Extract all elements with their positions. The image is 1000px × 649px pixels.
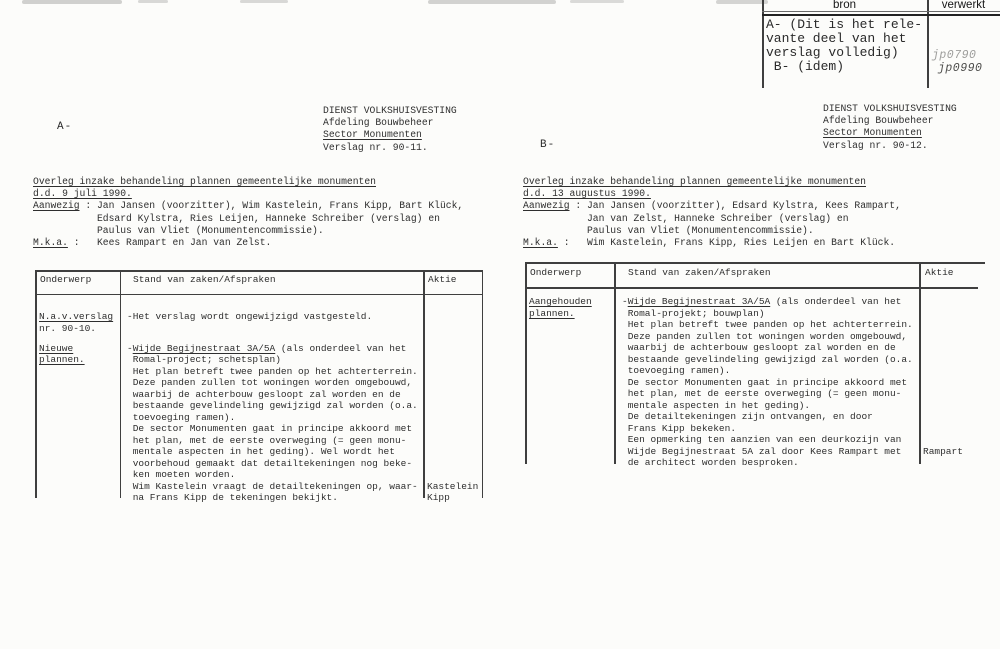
- table-a-header-aktie: Aktie: [428, 274, 457, 285]
- table-b-row1-onderwerp: Aangehouden plannen.: [529, 296, 592, 319]
- page-a-letterhead: DIENST VOLKSHUISVESTING Afdeling Bouwbeheer Sector Monumenten Verslag nr. 90-11.: [323, 105, 457, 153]
- stamp-processed-entry-2: jp0990: [938, 62, 983, 75]
- page-b-title-and-attendees: Overleg inzake behandeling plannen gemeentelijke monumenten d.d. 13 augustus 1990. Aanwezig : Jan Jansen (voorzitter), Edsard Kylstra, Kees Rampart, Jan van Zelst, Hanneke Schreiber (verslag) en Paulus van Vliet (Monumentencommissie). M.k.a. : Wim Kastelein, Frans Kipp, Ries Leijen en Bart Klück.: [523, 176, 901, 248]
- stamp-processed-entry-1: jp0790: [932, 49, 977, 62]
- table-a-header-onderwerp: Onderwerp: [40, 274, 92, 285]
- table-a-header-rule: [35, 294, 483, 296]
- table-b-row1-stand: -Wijde Begijnestraat 3A/5A (als onderdeel van het Romal-projekt; bouwplan) Het plan betreft twee panden op het achterterrein. Deze panden zullen tot woningen worden omgebouwd, waarbij de achterbouw gesloopt zal worden en de bestaande gevelindeling gewijzigd zal worden (o.a. toevoeging ramen). De sector Monumenten gaat in principe akkoord met het plan, met de eerste overweging (= geen monu- mentale aspecten in het geding). De detailtekeningen zijn ontvangen, en door Frans Kipp bekeken. Een opmerking ten aanzien van een deurkozijn van Wijde Begijnestraat 5A zal door Kees Rampart met de architect worden besproken.: [622, 296, 913, 468]
- table-b-border-left: [525, 262, 527, 464]
- table-a-header-stand: Stand van zaken/Afspraken: [133, 274, 276, 285]
- page-b-label: B-: [540, 139, 556, 151]
- scan-smudge: [428, 0, 556, 4]
- scan-smudge: [570, 0, 624, 3]
- verwerkt-column-header: verwerkt: [941, 0, 986, 11]
- table-b-header-rule: [525, 287, 978, 289]
- table-a-row1-onderwerp: N.a.v.verslag nr. 90-10.: [39, 311, 114, 334]
- table-b-header-stand: Stand van zaken/Afspraken: [628, 267, 771, 278]
- page-a-label: A-: [57, 121, 73, 133]
- table-b-top-border: [525, 262, 985, 264]
- page-a-title-and-attendees: Overleg inzake behandeling plannen gemeentelijke monumenten d.d. 9 juli 1990. Aanwezig : Jan Jansen (voorzitter), Wim Kastelein, Frans Kipp, Bart Klück, Edsard Kylstra, Ries Leijen, Hanneke Schreiber (verslag) en Paulus van Vliet (Monumentencommissie). M.k.a. : Kees Rampart en Jan van Zelst.: [33, 176, 464, 248]
- bron-column-header: bron: [832, 0, 857, 11]
- scan-smudge: [240, 0, 288, 3]
- table-b-header-aktie: Aktie: [925, 267, 954, 278]
- stamp-header-rule-thin: [762, 11, 1000, 12]
- table-b-divider-2: [919, 262, 921, 464]
- scan-smudge: [138, 0, 168, 3]
- table-a-divider-2: [423, 270, 425, 498]
- table-a-row2-onderwerp: Nieuwe plannen.: [39, 342, 85, 365]
- table-b-header-onderwerp: Onderwerp: [530, 267, 582, 278]
- stamp-source-note: A- (Dit is het rele- vante deel van het verslag volledig) B- (idem): [766, 17, 923, 74]
- scan-smudge: [716, 0, 768, 4]
- stamp-header-rule: [762, 14, 1000, 17]
- table-a-row2-aktie: Kastelein Kipp: [427, 480, 479, 503]
- table-a-border-right: [482, 270, 484, 498]
- table-a-top-border: [35, 270, 483, 272]
- table-a-divider-1: [120, 270, 122, 498]
- scan-smudge: [22, 0, 122, 4]
- table-a-border-left: [35, 270, 37, 498]
- table-b-divider-1: [614, 262, 616, 464]
- page-b-letterhead: DIENST VOLKSHUISVESTING Afdeling Bouwbeheer Sector Monumenten Verslag nr. 90-12.: [823, 103, 957, 151]
- table-a-row2-stand: -Wijde Begijnestraat 3A/5A (als onderdeel van het Romal-project; schetsplan) Het plan betreft twee panden op het achterterrein. Deze panden zullen tot woningen worden omgebouwd, waarbij de achterbouw gesloopt zal worden en de bestaande gevelindeling gewijzigd zal worden (o.a. toevoeging ramen). De sector Monumenten gaat in principe akkoord met het plan, met de eerste overweging (= geen monu- mentale aspecten in het geding). Wel wordt het voorbehoud gemaakt dat detailtekeningen nog beke- ken moeten worden. Wim Kastelein vraagt de detailtekeningen op, waar- na Frans Kipp de tekeningen bekijkt.: [127, 342, 418, 503]
- table-b-row1-aktie: Rampart: [923, 445, 963, 457]
- table-a-row1-stand: -Het verslag wordt ongewijzigd vastgesteld.: [127, 311, 373, 322]
